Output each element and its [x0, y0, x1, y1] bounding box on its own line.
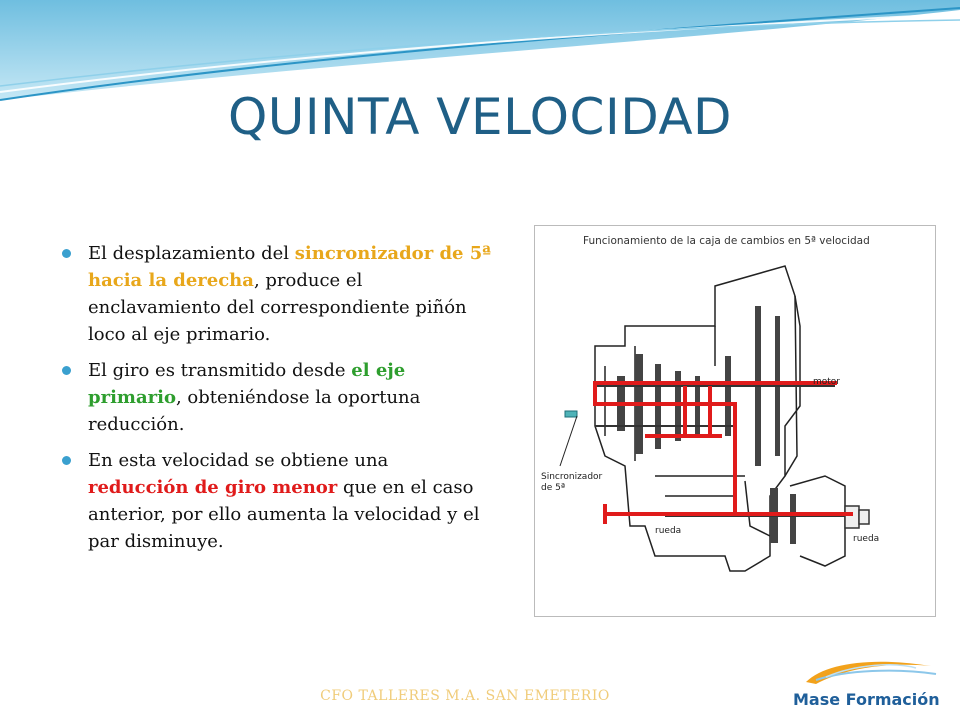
figure-caption: Funcionamiento de la caja de cambios en 5ª velocidad — [583, 235, 870, 247]
slide-title: QUINTA VELOCIDAD — [227, 88, 733, 146]
gearbox-illustration — [535, 226, 935, 616]
label-synchronizer: Sincronizador de 5ª — [541, 472, 603, 493]
highlight-synchronizer: sincronizador de 5ª hacia la derecha — [88, 243, 492, 291]
footer-text: CFO TALLERES M.A. SAN EMETERIO — [320, 688, 610, 704]
gearbox-diagram — [534, 225, 936, 617]
bullet-list — [62, 240, 492, 564]
bullet-item: El giro es transmitido desde el eje primario, obteniéndose la oportuna reducción. — [62, 357, 492, 438]
logo-text: Mase Formación — [793, 690, 940, 709]
bullet-dot-icon — [62, 456, 71, 465]
bullet-dot-icon — [62, 366, 71, 375]
bullet-dot-icon — [62, 249, 71, 258]
label-rueda-right: rueda — [853, 534, 880, 544]
highlight-reduction: reducción de giro menor — [88, 477, 338, 498]
label-motor: motor — [813, 377, 841, 387]
bullet-item: En esta velocidad se obtiene una reducción de giro menor que en el caso anterior, por ello aumenta la velocidad y el par disminuye. — [62, 447, 492, 555]
bullet-item: El desplazamiento del sincronizador de 5ª hacia la derecha, produce el enclavamiento del correspondiente piñón loco al eje primario. — [62, 240, 492, 348]
highlight-primary-shaft: el eje primario — [88, 360, 406, 408]
label-rueda-left: rueda — [655, 526, 682, 536]
